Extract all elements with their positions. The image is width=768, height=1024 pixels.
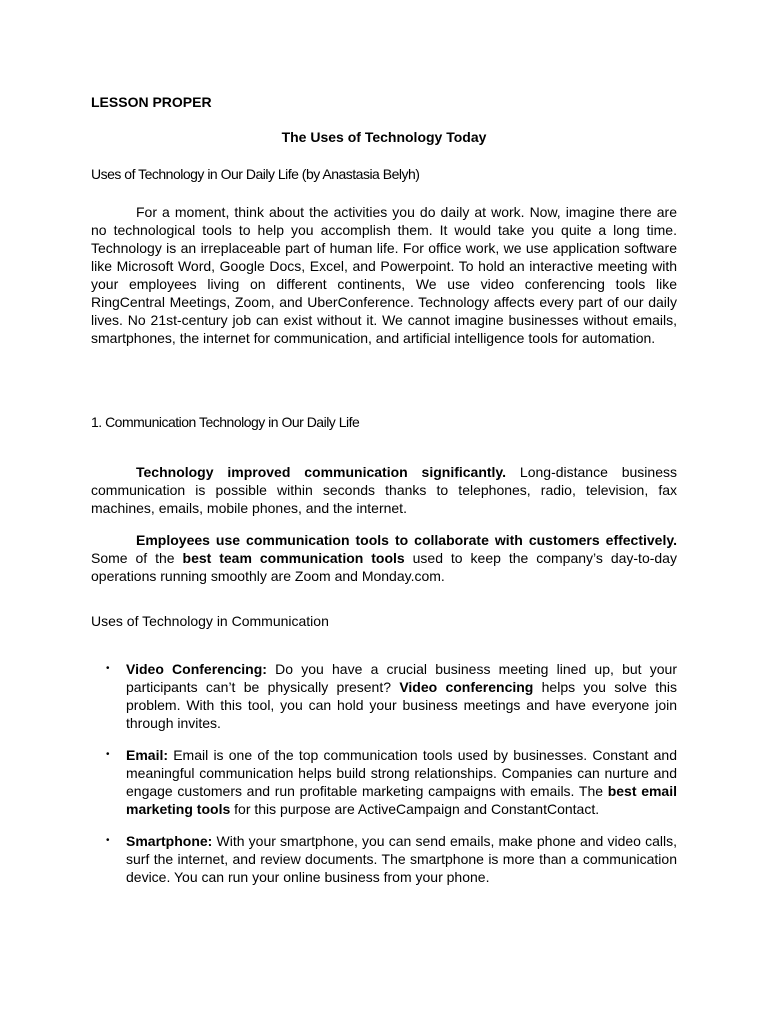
document-title: The Uses of Technology Today <box>281 129 487 145</box>
bullet-text-end: helps you solve this problem. With this tool, you can hold your business meetings and have everyone join through invites. <box>126 679 677 731</box>
employees-paragraph-highlight: best team communication tools <box>182 550 405 566</box>
section-heading-communication: 1. Communication Technology in Our Daily Life <box>91 414 360 430</box>
employees-paragraph-text: Some of the <box>91 550 183 566</box>
bullet-email <box>91 746 677 818</box>
bullet-dot: • <box>106 663 110 674</box>
bullet-term: Smartphone: <box>126 833 213 849</box>
intro-paragraph: For a moment, think about the activities you do daily at work. Now, imagine there are no technological tools to help you accomplish them. It would take you quite a long time. Technology is an irreplaceable part of human life. For office work, we use application software like Microsoft Word, Google Docs, Excel, and Powerpoint. To hold an interactive meeting with your employees living on different continents, We use video conferencing tools like RingCentral Meetings, Zoom, and UberConference. Technology affects every part of our daily lives. No 21st-century job can exist without it. We cannot imagine businesses without emails, smartphones, the internet for communication, and artificial intelligence tools for automation. <box>91 204 677 346</box>
bullet-term: Video Conferencing: <box>126 661 267 677</box>
bullet-term: Email: <box>126 747 169 763</box>
lesson-heading: LESSON PROPER <box>91 94 212 110</box>
bullet-text: Email is one of the top communication tools used by businesses. Constant and meaningful communication helps build strong relationships. Companies can nurture and engage customers and run profitable marketing campaigns with emails. The <box>126 747 677 799</box>
employees-paragraph-text-end: used to keep the company’s day-to-day operations running smoothly are Zoom and Monday.com. <box>91 550 677 584</box>
section-heading-uses: Uses of Technology in Communication <box>91 613 329 629</box>
technology-paragraph-lead: Technology improved communication significantly. <box>136 464 507 480</box>
employees-paragraph-lead: Employees use communication tools to collaborate with customers effectively. <box>136 532 677 548</box>
bullet-highlight: best email marketing tools <box>126 783 677 817</box>
bullet-dot: • <box>106 749 110 760</box>
uses-bullet-list <box>91 660 677 900</box>
bullet-text-end: for this purpose are ActiveCampaign and ConstantContact. <box>230 801 600 817</box>
technology-paragraph <box>91 463 677 517</box>
bullet-text: Do you have a crucial business meeting lined up, but your participants can’t be physically present? <box>126 661 677 695</box>
document-subtitle: Uses of Technology in Our Daily Life (by Anastasia Belyh) <box>91 166 420 182</box>
bullet-video-conferencing <box>91 660 677 732</box>
bullet-dot: • <box>106 835 110 846</box>
technology-paragraph-text: Long-distance business communication is possible within seconds thanks to telephones, radio, television, fax machines, emails, mobile phones, and the internet. <box>91 464 677 516</box>
bullet-smartphone <box>91 832 677 886</box>
bullet-highlight: Video conferencing <box>399 679 534 695</box>
bullet-text: With your smartphone, you can send emails, make phone and video calls, surf the internet, and review documents. The smartphone is more than a communication device. You can run your online business from your phone. <box>126 833 677 885</box>
employees-paragraph <box>91 531 677 585</box>
